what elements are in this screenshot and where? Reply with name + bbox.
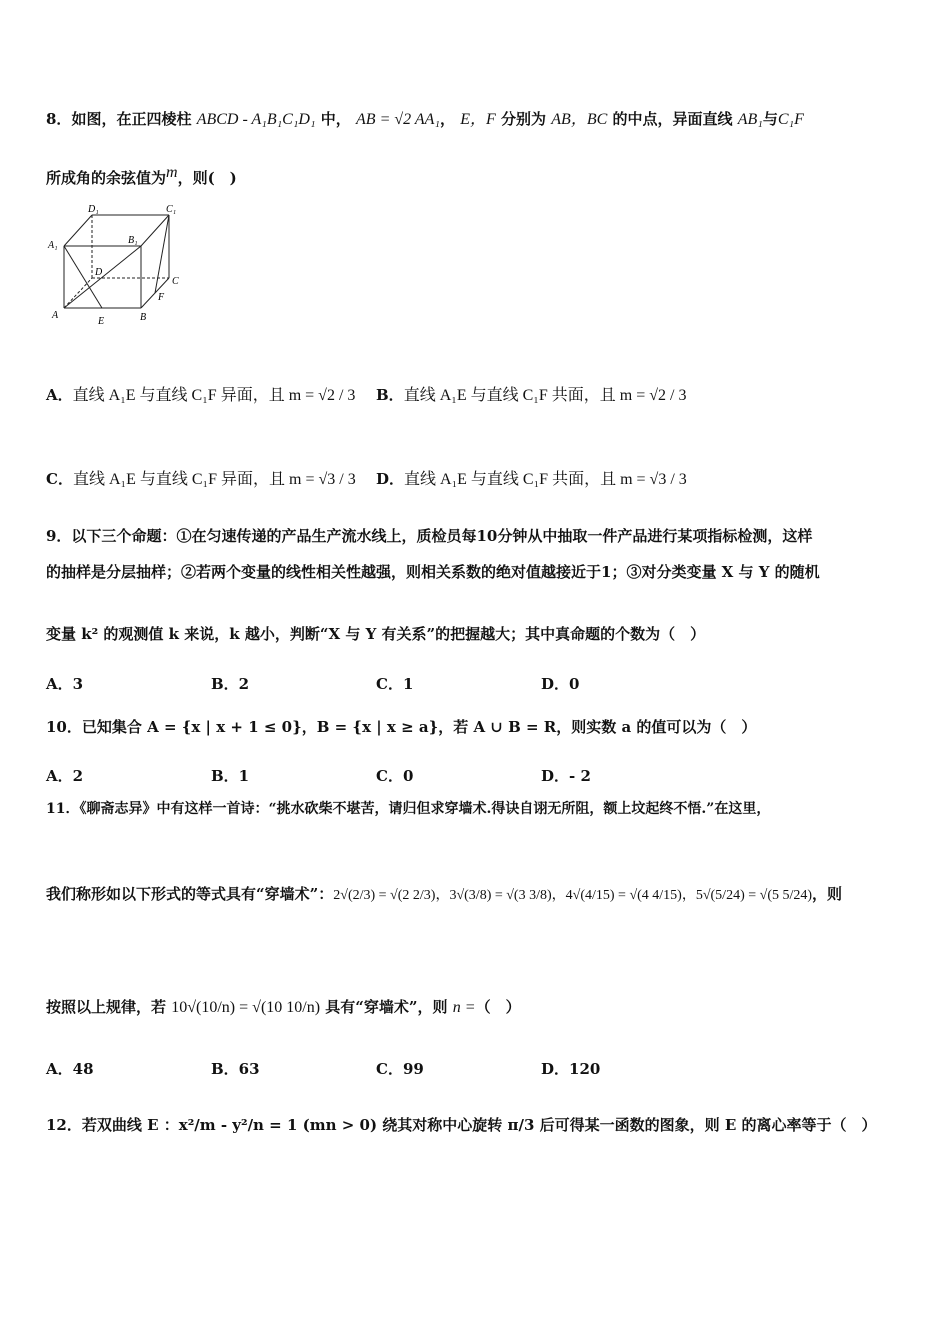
q11-option-d[interactable]: D．120 xyxy=(541,1060,601,1078)
q8-option-b[interactable]: B．直线 A₁E 与直线 C₁F 共面，且 m = √2 / 3 xyxy=(376,386,687,404)
fig-label: A₁ xyxy=(48,240,58,251)
fig-label: B₁ xyxy=(128,235,138,246)
q9-option-c[interactable]: C．1 xyxy=(376,675,414,693)
q12-stem: 12．若双曲线 E ：x²/m - y²/n = 1 (mn > 0) 绕其对称中心旋转 π/3 后可得某一函数的图象，则 E 的离心率等于（ ） xyxy=(46,1116,877,1134)
q8-option-a[interactable]: A．直线 A₁E 与直线 C₁F 异面，且 m = √2 / 3 xyxy=(46,386,356,404)
fig-label: F xyxy=(158,292,165,303)
fig-label: C₁ xyxy=(166,204,177,215)
q10-option-c[interactable]: C．0 xyxy=(376,767,414,785)
prism-figure xyxy=(46,202,186,327)
fig-label: D xyxy=(95,267,103,278)
q8-option-d[interactable]: D．直线 A₁E 与直线 C₁F 共面，且 m = √3 / 3 xyxy=(376,470,687,488)
q9-line1: 9．以下三个命题：①在匀速传递的产品生产流水线上，质检员每10分钟从中抽取一件产品进行某项指标检测，这样 xyxy=(46,527,813,545)
q11-option-a[interactable]: A．48 xyxy=(46,1060,94,1078)
q11-line1: 11．《聊斋志异》中有这样一首诗：“挑水砍柴不堪苦，请归但求穿墙术.得诀自诩无所阻，额上坟起终不悟.”在这里， xyxy=(46,801,771,817)
q10-option-a[interactable]: A．2 xyxy=(46,767,84,785)
fig-label: B xyxy=(140,312,147,323)
q11-line2: 我们称形如以下形式的等式具有“穿墙术”：2√(2/3) = √(2 2/3)，3√(3/8) = √(3 3/8)，4√(4/15) = √(4 4/15)，5√(5/24) = √(5 5/24)，则 xyxy=(46,885,843,903)
q10-option-b[interactable]: B．1 xyxy=(211,767,250,785)
fig-label: A xyxy=(52,310,59,321)
q9-line3: 变量 k² 的观测值 k 来说，k 越小，判断“X 与 Y 有关系”的把握越大；其中真命题的个数为（ ） xyxy=(46,625,706,643)
fig-label: E xyxy=(98,316,105,327)
q9-option-d[interactable]: D．0 xyxy=(541,675,580,693)
q9-option-b[interactable]: B．2 xyxy=(211,675,250,693)
q9-option-a[interactable]: A．3 xyxy=(46,675,84,693)
q11-option-c[interactable]: C．99 xyxy=(376,1060,424,1078)
q8-option-c[interactable]: C．直线 A₁E 与直线 C₁F 异面，且 m = √3 / 3 xyxy=(46,470,356,488)
q10-option-d[interactable]: D．- 2 xyxy=(541,767,591,785)
fig-label: C xyxy=(172,276,179,287)
q11-line3: 按照以上规律，若 10√(10/n) = √(10 10/n) 具有“穿墙术”，则 n =（ ） xyxy=(46,998,521,1016)
q8-line1: 8．如图，在正四棱柱 ABCD - A₁B₁C₁D₁ 中， AB = √2 AA₁， E，F 分别为 AB，BC 的中点，异面直线 AB₁与C₁F xyxy=(46,110,804,128)
fig-label: D₁ xyxy=(88,204,99,215)
q10-stem: 10．已知集合 A = {x | x + 1 ≤ 0}，B = {x | x ≥ a}，若 A ∪ B = R，则实数 a 的值可以为（ ） xyxy=(46,718,757,736)
q8-line2: 所成角的余弦值为$^m$，则( ) xyxy=(46,164,237,187)
q9-line2: 的抽样是分层抽样；②若两个变量的线性相关性越强，则相关系数的绝对值越接近于1；③对分类变量 X 与 Y 的随机 xyxy=(46,563,820,581)
q11-option-b[interactable]: B．63 xyxy=(211,1060,260,1078)
